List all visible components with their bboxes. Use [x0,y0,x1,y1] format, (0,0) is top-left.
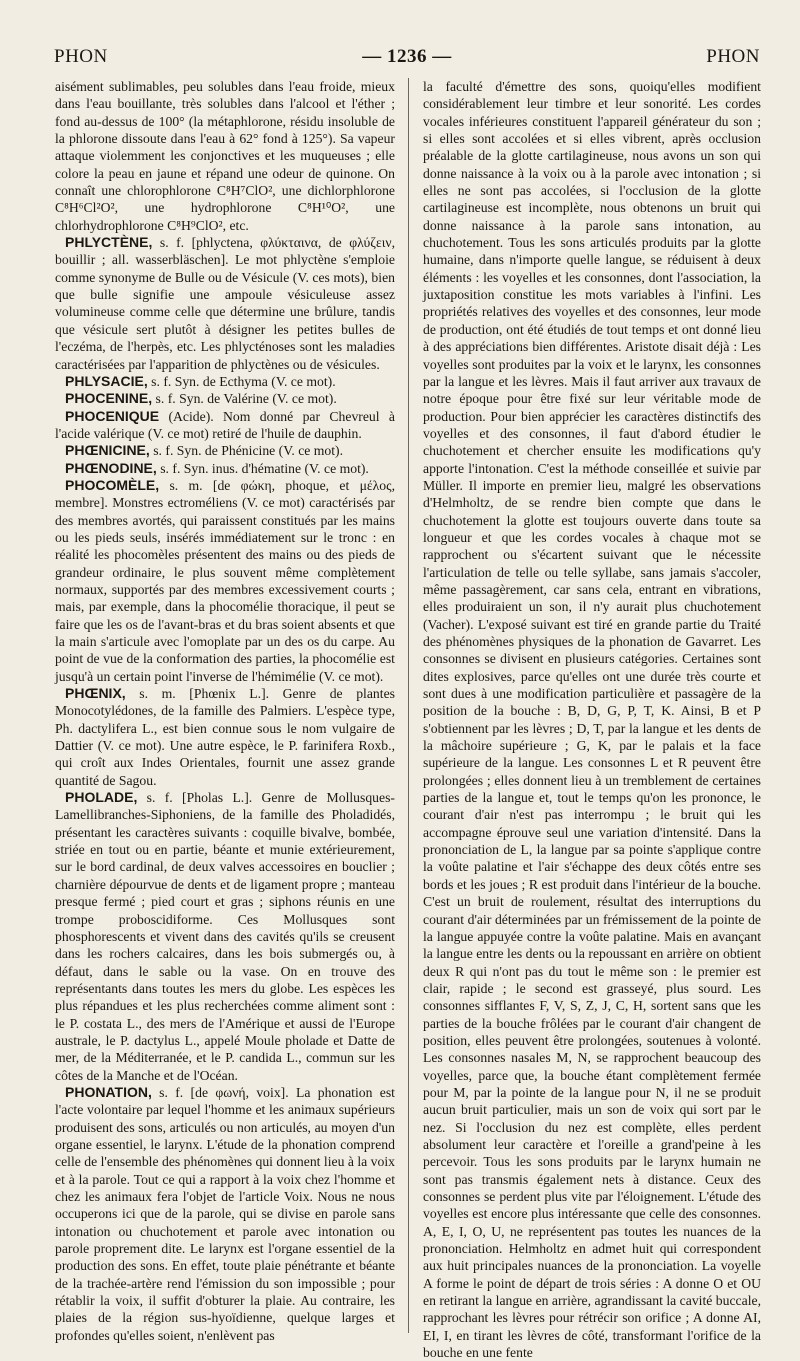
running-header [54,42,760,72]
entry-headword: PHOCENIQUE [65,407,160,424]
dictionary-entry [55,442,395,459]
entry-definition: s. f. Syn. inus. d'hématine (V. ce mot). [156,460,369,476]
continued-paragraph: aisément sublimables, peu solubles dans l'eau froide, mieux dans l'eau bouillante, très solubles dans l'alcool et l'éther ; fond au-dessus de 100° (la métaphlorone, résidu insoluble de la phlorone dissoute dans l'eau à 62° fond à 125°). Sa vapeur attaque violemment les conjonctives et les muqueuses ; elle colore la peau en jaune et répand une odeur de quinone. On connaît une chlorophlorone C⁸H⁷ClO², une dichlorphlorone C⁸H⁶Cl²O², une hydrophlorone C⁸H¹⁰O², une chlorhydrophlorone C⁸H⁹ClO², etc. [55,79,395,233]
dictionary-entry [55,408,395,443]
continued-paragraph: la faculté d'émettre des sons, quoiqu'elles modifient considérablement leur timbre et leur sonorité. Les cordes vocales inférieures constituent l'appareil générateur du son ; si elles sont accolées et si elles vibrent, après occlusion préalable de la glotte cartilagineuse, nous avons un son qui donne naissance à la voix ou à la parole avec intonation ; si elles ne sont pas accolées, si l'occlusion de la glotte cartilagineuse est incomplète, nous obtenons un bruit qui donne naissance à la parole sans intonation, au chuchotement. Tous les sons articulés produits par la glotte humaine, dans n'importe quelle langue, se réduisent à deux éléments : les voyelles et les consonnes, dont l'association, la juxtaposition constitue les mots variables à l'infini. Les propriétés relatives des voyelles et des consonnes, leur mode de production, ont été étudiés de tout temps et ont donné lieu à des appréciations bien différentes. Aristote disait déjà : Les voyelles sont produites par la voix et le larynx, les consonnes par la langue et les lèvres. Mais il faut arriver aux travaux de notre époque pour être fixé sur leur véritable mode de production. Pour bien apprécier les caractères distinctifs des voyelles et des consonnes, il faut d'abord étudier le chuchotement et chercher ensuite les modifications qu'y apporte l'intonation. C'est la méthode conseillée et suivie par Müller. Il importe en premier lieu, malgré les observations d'Helmholtz, de se rendre bien compte que dans le chuchotement la glotte est toujours ouverte dans toute sa longueur et que les cordes vocales à chaque mot se rapprochent ou s'écartent suivant que le nécessite l'articulation de telle ou telle syllabe, sans jamais s'accoler, même passagèrement, car sans cela, entrant en vibrations, elles produiraient un son, il n'y aurait plus chuchotement (Vacher). L'exposé suivant est tiré en grande partie du Traité des phénomènes physiques de la phonation de Gavarret. Les consonnes se divisent en plusieurs catégories. Certaines sont dites explosives, parce qu'elles ont une durée très courte et sont dues à une modification particulière et passagère de la position de la bouche : B, D, G, P, T, K. Ainsi, B et P s'obtiennent par les lèvres ; D, T, par la langue et les dents de la mâchoire supérieure ; G, K, par le palais et la face supérieure de la langue. Les consonnes L et R peuvent être prolongées ; elles donnent lieu à un tremblement de certaines parties de la langue et, tout le temps qu'on les prononce, le courant d'air n'est pas interrompu ; le bruit qui les accompagne éprouve seul une variation d'intensité. Dans la prononciation de L, la langue par sa pointe s'applique contre la voûte palatine et l'air s'échappe des deux côtés entre ses bords et les joues ; R est produit dans l'intérieur de la bouche. C'est un bruit de roulement, résultat des interruptions du courant d'air déterminées par un frémissement de la pointe de la langue appuyée contre la voûte palatine. Mais en avançant la langue entre les dents ou la repoussant en arrière on obtient deux R qui n'ont pas du tout le même son : le premier est clair, rapide ; le second est grasseyé, plus sourd. Les consonnes sifflantes F, V, S, Z, J, C, H, sortent sans que les parties de la bouche frôlées par le courant d'air changent de position, elles peuvent être prolongées, soutenues à volonté. Les consonnes nasales M, N, se rapprochent beaucoup des voyelles, parce que, la bouche étant complètement fermée pour M, par la pointe de la langue pour N, il ne se produit aucun bruit particulier, mais un son de voix qui sort par le nez. Si l'occlusion du nez est complète, elles perdent absolument leur caractère et l'oreille a grand'peine à les percevoir. Tous les sons produits par le larynx humain ne sont pas transmis également nets à distance. Ceux des consonnes se perdent plus vite par l'éloignement. L'étude des voyelles est encore plus intéressante que celle des consonnes. A, E, I, O, U, ne représentent pas toutes les nuances de la prononciation. Helmholtz en admet huit qui correspondent aux huit principales nuances de la prononciation. La voyelle A forme le point de départ de trois séries : A donne O et OU en retirant la langue en arrière, agrandissant la cavité buccale, rapprochant les lèvres pour rétrécir son orifice ; A donne AI, EI, I, en tirant les lèvres de côté, transformant l'orifice de la bouche en une fente [423,79,761,1361]
entry-definition: s. f. Syn. de Phénicine (V. ce mot). [149,443,344,459]
entry-headword: PHONATION, [65,1083,152,1100]
entry-headword: PHOCENINE, [65,390,153,407]
column-rule [408,78,409,1333]
entry-definition: s. f. [de φωνή, voix]. La phonation est l'acte volontaire par lequel l'homme et les animaux supérieurs produisent des sons, articulés ou non articulés, au moyen d'un organe essentiel, le larynx. L'étude de la phonation comprend celle de l'ensemble des phénomènes qui donnent lieu à la voix et à la parole. Tout ce qui a rapport à la voix chez l'homme et chez les animaux fera l'objet de l'article Voix. Nous ne nous occuperons ici que de la parole, qui se divise en parole sans intonation ou chuchotement et parole avec intonation ou parole proprement dite. Le larynx est l'organe essentiel de la production des sons. En effet, toute plaie pénétrante et béante de la trachée-artère rend l'émission du son impossible ; pour rétablir la voix, il suffit d'obturer la plaie. Au contraire, les plaies de la région sus-hyoïdienne, quelque larges et profondes qu'elles soient, n'enlèvent pas [55,1084,395,1343]
dictionary-entry [55,685,395,789]
entry-headword: PHLYSACIE, [65,372,148,389]
entry-headword: PHOLADE, [65,789,138,806]
entry-headword: PHŒNIX, [65,685,126,702]
dictionary-entry [55,234,395,373]
entry-definition: (Acide). Nom donné par Chevreul à l'acide valérique (V. ce mot) retiré de l'huile de dauphin. [55,408,395,441]
right-column [423,78,761,1361]
entry-definition: s. f. Syn. de Valérine (V. ce mot). [152,391,337,407]
header-right-word: PHON [706,46,760,67]
dictionary-entry [55,1084,395,1344]
dictionary-entry [55,390,395,407]
entry-headword: PHOCOMÈLE, [65,476,160,493]
entry-definition: s. f. [phlyctena, φλύκταινα, de φλύζειν, bouillir ; all. wasserbläschen]. Le mot phlyctène s'emploie comme synonyme de Bulle ou de Vésicule (V. ces mots), bien que bulle signifie une ampoule vésiculeuse assez volumineuse comme celle que détermine une brûlure, tandis que vésicule sert plutôt à désigner les petites bulles de l'eczéma, de l'herpès, etc. Les phlycténoses sont les maladies caractérisées par l'apparition de phlyctènes ou de vésicules. [55,235,395,372]
entry-definition: s. f. [Pholas L.]. Genre de Mollusques-Lamellibranches-Siphoniens, de la famille des Pholadidés, présentant les caractères suivants : coquille bivalve, bombée, striée en tout ou en partie, béante et munie extérieurement, sur le bord cardinal, de deux valves accessoires en bouclier ; charnière dépourvue de dents et de ligament propre ; manteau presque fermé ; pied court et gras ; siphons réunis en une trompe proboscidiforme. Ces Mollusques sont phosphorescents et vivent dans des cavités qu'ils se creusent dans les rochers calcaires, dans les bois submergés ou, à défaut, dans le sable ou la vase. On en trouve des représentants dans toutes les mers du globe. Les espèces les plus répandues et les plus recherchées comme aliment sont : le P. costata L., des mers de l'Amérique et aussi de l'Europe australe, le P. dactylus L., appelé Moule pholade et Datte de mer, de la Méditerranée, et le P. candida L., commun sur les côtes de la Manche et de l'Océan. [55,790,395,1083]
entry-headword: PHŒNICINE, [65,442,150,459]
entry-headword: PHLYCTÈNE, [65,234,153,251]
dictionary-entry [55,477,395,685]
dictionary-entry [55,460,395,477]
entry-definition: s. m. [de φώκη, phoque, et μέλος, membre]. Monstres ectroméliens (V. ce mot) caractérisés par des membres avortés, qui paraissent constitués par les mains ou les pieds seuls, insérés immédiatement sur le tronc : en réalité les phocomèles présentent des mains ou des pieds de grandeur ordinaire, le plus souvent même complètement normaux, supportés par des membres excessivement courts ; mais, par exemple, dans la phocomélie thoracique, il peut se faire que les os de l'avant-bras et du bras soient absents et que la main s'articule avec l'omoplate par un des os du carpe. Au point de vue de la conformation des parties, la phocomélie est jusqu'à un certain point l'inverse de l'hémimélie (V. ce mot). [55,477,395,684]
dictionary-entry [55,373,395,390]
page-number: — 1236 — [362,46,452,67]
header-left-word: PHON [54,46,108,67]
entry-headword: PHŒNODINE, [65,459,157,476]
left-column [55,78,395,1343]
dictionary-entry [55,789,395,1084]
entry-definition: s. m. [Phœnix L.]. Genre de plantes Monocotylédones, de la famille des Palmiers. L'espèce type, Ph. dactylifera L., est bien connue sous le nom vulgaire de Dattier (V. ce mot). Une autre espèce, le P. farinifera Roxb., qui croît aux Indes Orientales, fournit une assez grande quantité de Sagou. [55,686,395,788]
entry-definition: s. f. Syn. de Ecthyma (V. ce mot). [147,373,336,389]
